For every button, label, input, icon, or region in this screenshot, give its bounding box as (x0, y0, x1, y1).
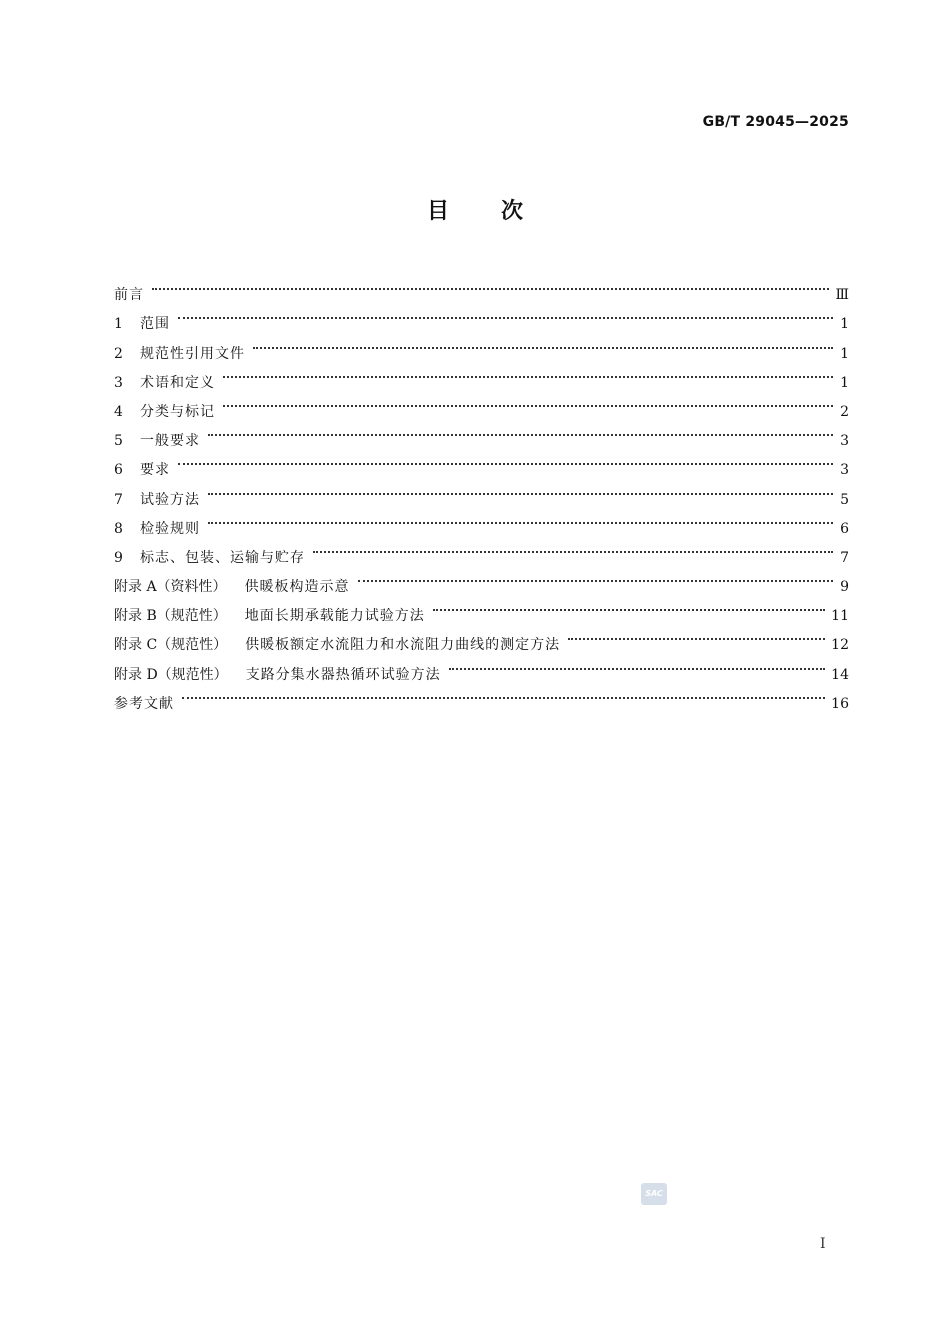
toc-entry-text: 分类与标记 (140, 403, 215, 420)
toc-entry-number: 6 (114, 462, 123, 479)
toc-entry-1[interactable] (114, 299, 849, 333)
toc-annex-prefix: 附录 C（规范性） (114, 637, 228, 654)
toc-entry-text: 术语和定义 (140, 374, 215, 391)
toc-leader-dots (208, 416, 833, 445)
toc-entry-number: 3 (114, 374, 123, 391)
toc-entry-foreword[interactable] (114, 270, 849, 304)
toc-entry-text: 检验规则 (140, 520, 200, 537)
toc-annex-prefix: 附录 A（资料性） (114, 579, 227, 596)
toc-entry-page: 1 (840, 374, 849, 391)
toc-entry-text: 参考文献 (114, 695, 174, 712)
toc-entry-text: 要求 (140, 462, 170, 479)
toc-leader-dots (152, 270, 829, 299)
sac-watermark-logo: SAC (641, 1183, 667, 1205)
toc-leader-dots (223, 387, 833, 416)
toc-leader-dots (313, 533, 833, 562)
toc-entry-page: 3 (840, 433, 849, 450)
toc-entry-6[interactable] (114, 445, 849, 479)
toc-leader-dots (223, 358, 833, 387)
toc-entry-page: 1 (840, 345, 849, 362)
standard-code: GB/T 29045—2025 (702, 114, 849, 130)
toc-entry-page: Ⅲ (835, 287, 849, 304)
toc-entry-8[interactable] (114, 504, 849, 537)
toc-leader-dots (182, 679, 825, 708)
toc-leader-dots (449, 649, 825, 678)
toc-title: 目次 (426, 199, 575, 224)
toc-entry-number: 2 (114, 345, 123, 362)
toc-entry-text: 支路分集水器热循环试验方法 (245, 666, 441, 683)
toc-entry-text: 范围 (140, 316, 170, 333)
toc-entry-bibliography[interactable] (114, 679, 849, 712)
toc-leader-dots (178, 299, 833, 328)
toc-leader-dots (253, 328, 833, 357)
toc-entry-page: 6 (840, 520, 849, 537)
toc-entry-page: 2 (840, 403, 849, 420)
page-number: I (820, 1236, 826, 1252)
toc-entry-page: 11 (831, 608, 849, 625)
toc-entry-5[interactable] (114, 416, 849, 450)
toc-annex-prefix: 附录 B（规范性） (114, 608, 227, 625)
toc-entry-text: 标志、包装、运输与贮存 (140, 549, 305, 566)
toc-leader-dots (208, 474, 833, 503)
toc-entry-2[interactable] (114, 328, 849, 362)
toc-leader-dots (208, 504, 833, 533)
toc-entry-page: 7 (840, 549, 849, 566)
toc-entry-text: 供暖板额定水流阻力和水流阻力曲线的测定方法 (245, 637, 561, 654)
toc-leader-dots (568, 620, 825, 649)
toc-entry-number: 8 (114, 520, 123, 537)
toc-entry-7[interactable] (114, 474, 849, 508)
toc-entry-3[interactable] (114, 358, 849, 391)
toc-entry-page: 1 (840, 316, 849, 333)
toc-entry-page: 14 (831, 666, 849, 683)
toc-entry-number: 1 (114, 316, 123, 333)
toc-leader-dots (433, 591, 825, 620)
toc-entry-text: 前言 (114, 287, 144, 304)
toc-entry-number: 5 (114, 433, 123, 450)
toc-entry-9[interactable] (114, 533, 849, 566)
toc-entry-number: 4 (114, 403, 123, 420)
toc-entry-page: 3 (840, 462, 849, 479)
toc-entry-page: 12 (831, 637, 849, 654)
toc-entry-text: 供暖板构造示意 (244, 579, 350, 596)
toc-entry-text: 地面长期承载能力试验方法 (244, 608, 425, 625)
toc-entry-text: 规范性引用文件 (140, 345, 245, 362)
toc-annex-prefix: 附录 D（规范性） (114, 666, 228, 683)
toc-entry-text: 试验方法 (140, 491, 200, 508)
toc-entry-number: 7 (114, 491, 123, 508)
toc-list (114, 270, 849, 712)
toc-entry-text: 一般要求 (140, 433, 200, 450)
toc-leader-dots (358, 562, 833, 591)
toc-entry-4[interactable] (114, 387, 849, 420)
toc-entry-page: 9 (840, 579, 849, 596)
toc-leader-dots (178, 445, 833, 474)
toc-entry-number: 9 (114, 549, 123, 566)
toc-entry-page: 5 (840, 491, 849, 508)
toc-entry-page: 16 (831, 695, 849, 712)
